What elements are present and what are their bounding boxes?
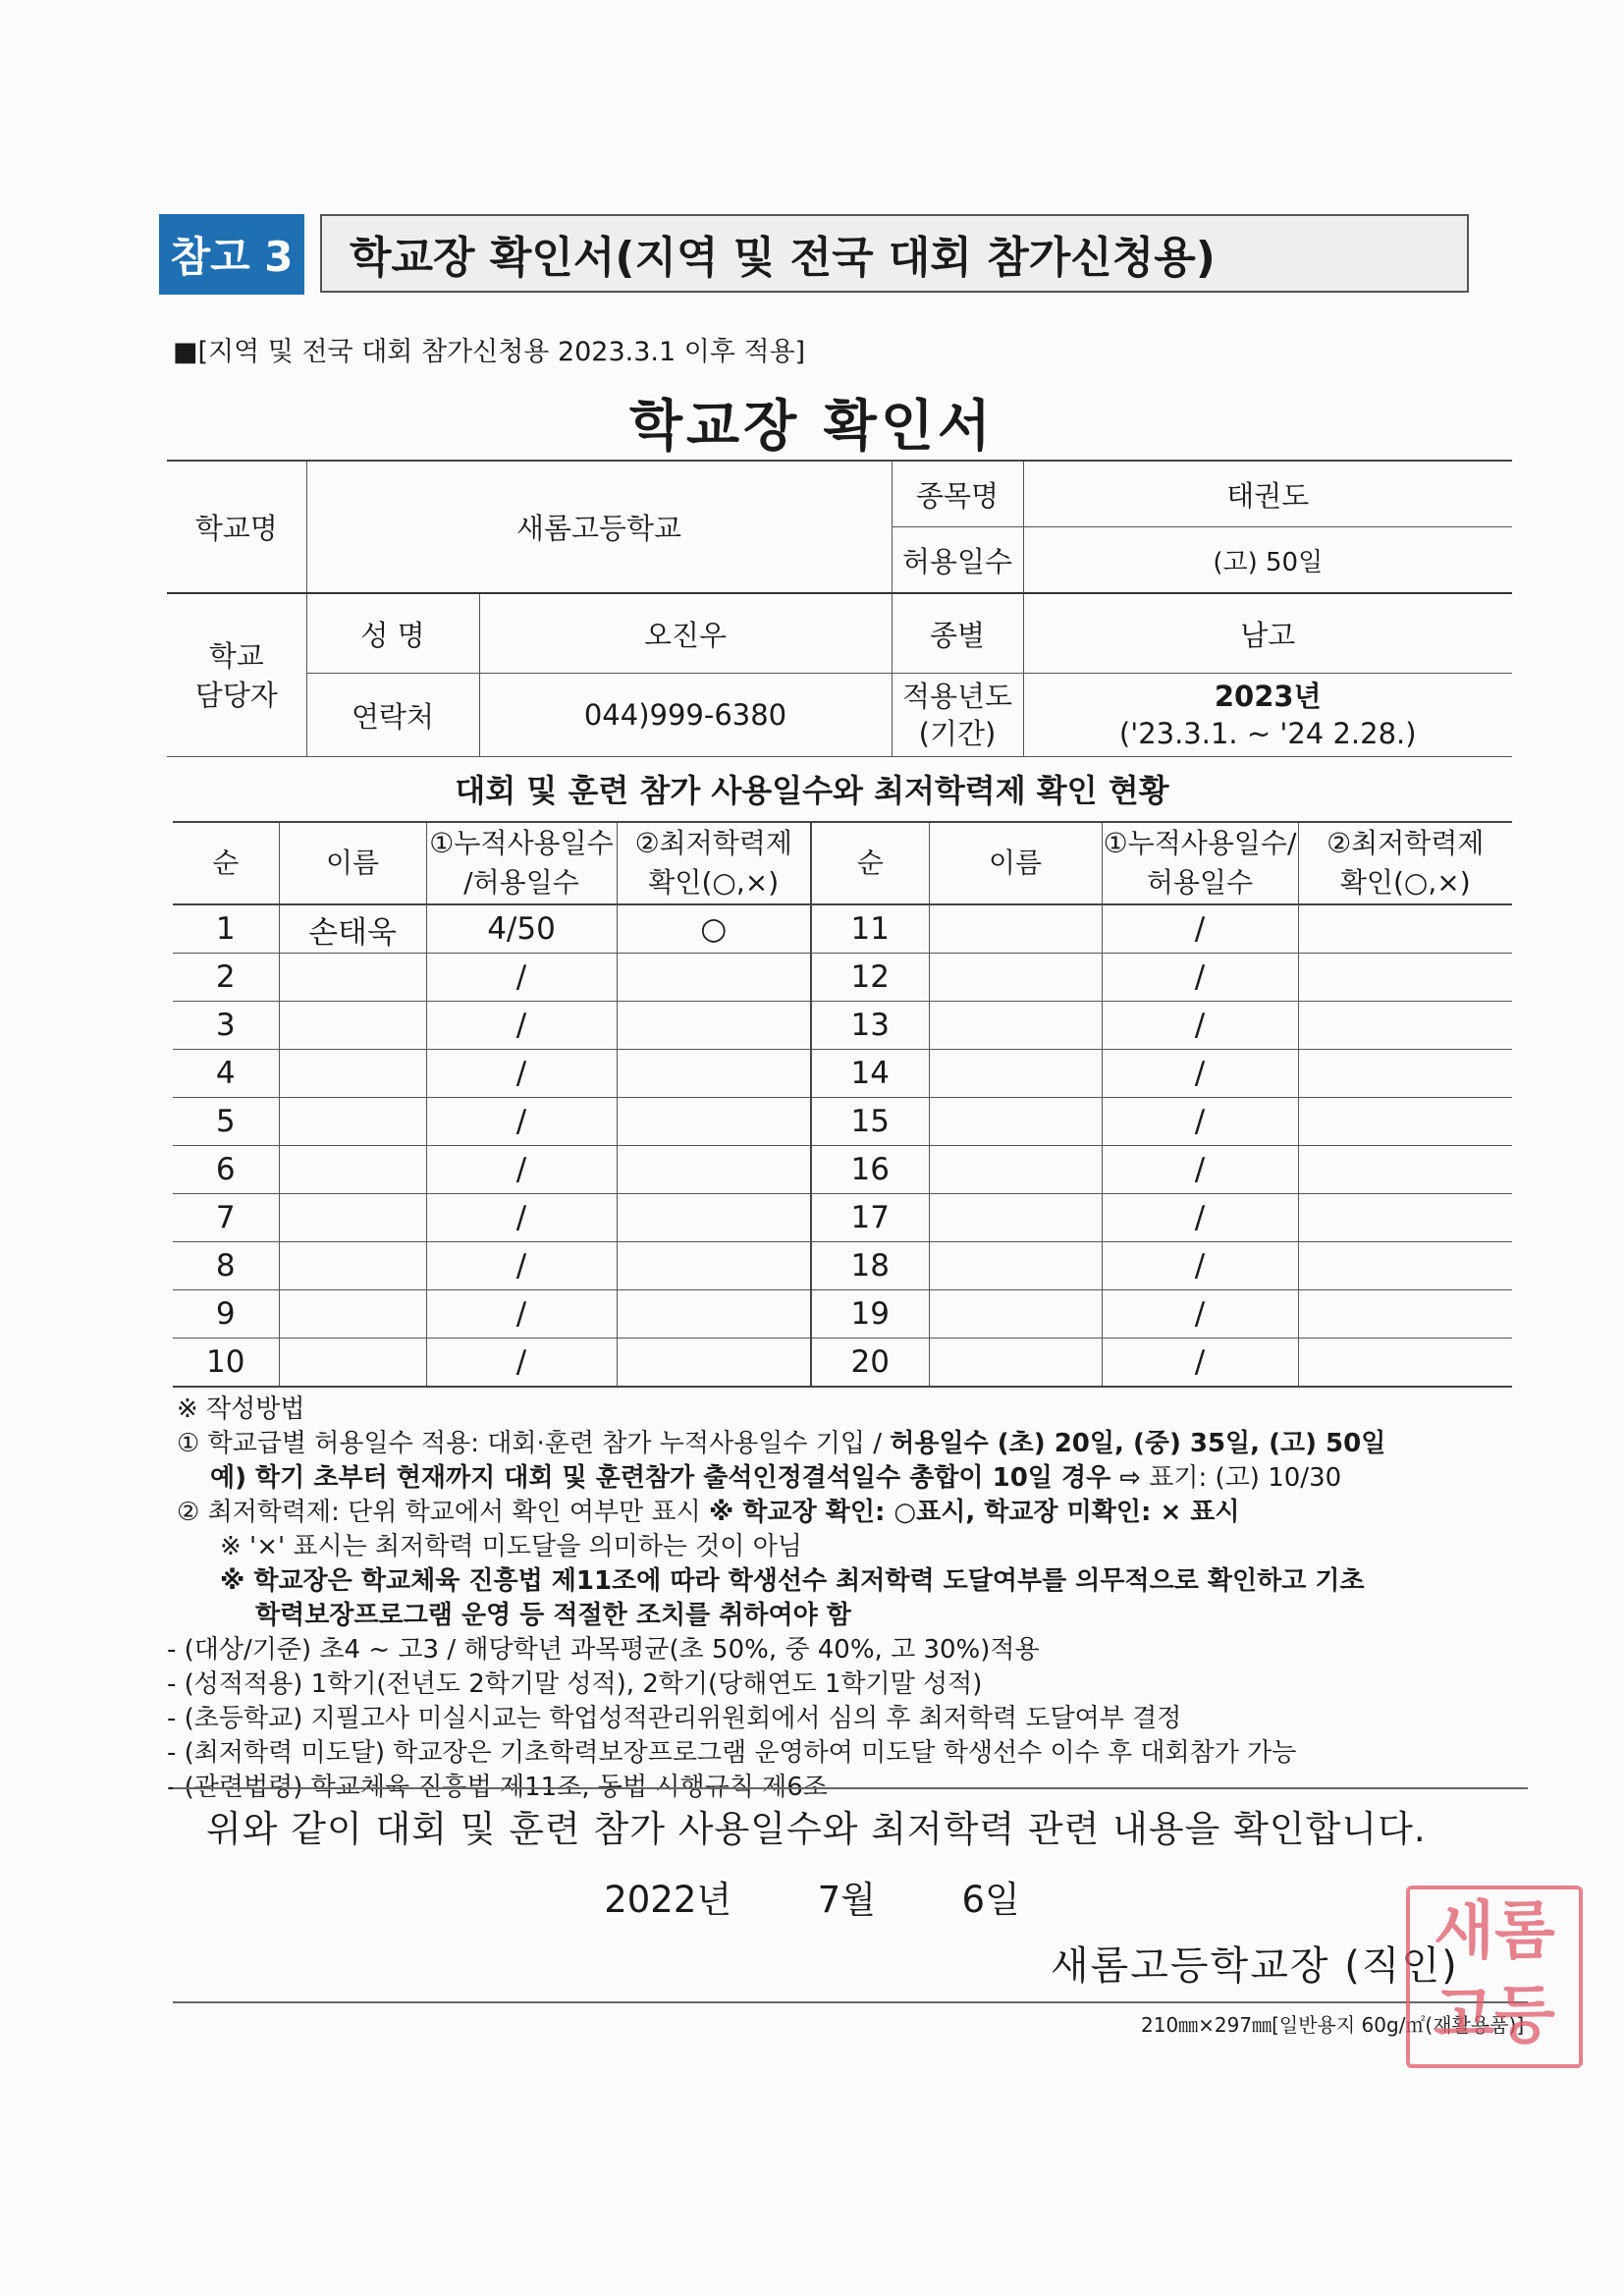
academic-check	[617, 1194, 811, 1242]
days-used: /	[1102, 1050, 1298, 1098]
days-used: /	[1102, 1098, 1298, 1146]
academic-check	[1298, 1050, 1512, 1098]
academic-check	[1298, 904, 1512, 954]
row-number: 11	[811, 904, 929, 954]
student-name	[929, 904, 1102, 954]
grid-row	[173, 1002, 1512, 1050]
student-name	[279, 1290, 426, 1339]
instructions	[167, 1393, 1532, 1805]
allowed-days-label: 허용일수	[892, 527, 1023, 594]
sport-value: 태권도	[1023, 461, 1512, 527]
name-value: 오진우	[479, 593, 892, 674]
category-label: 종별	[892, 593, 1023, 674]
form-heading: 학교장 확인서(지역 및 전국 대회 참가신청용)	[320, 214, 1469, 293]
instruction-2-bold: ※ 학교장 확인: ○표시, 학교장 미확인: × 표시	[709, 1498, 1240, 1527]
academic-check	[617, 1098, 811, 1146]
signer: 새롬고등학교장 (직인)	[1051, 1943, 1459, 1989]
days-used: 4/50	[426, 904, 617, 954]
row-number: 18	[811, 1242, 929, 1290]
grid-row	[173, 1290, 1512, 1339]
grid-header-4: 순	[811, 822, 929, 904]
row-number: 5	[173, 1098, 279, 1146]
student-name	[929, 1194, 1102, 1242]
row-number: 16	[811, 1146, 929, 1194]
academic-check	[1298, 1290, 1512, 1339]
days-used: /	[1102, 954, 1298, 1002]
row-number: 7	[173, 1194, 279, 1242]
student-name	[279, 954, 426, 1002]
date-day: 6일	[961, 1879, 1020, 1921]
instruction-2-duty: ※ 학교장은 학교체육 진흥법 제11조에 따라 학생선수 최저학력 도달여부를 의무적으로 확인하고 기초	[220, 1566, 1365, 1596]
academic-check	[617, 1339, 811, 1388]
student-name: 손태욱	[279, 904, 426, 954]
grid-header-5: 이름	[929, 822, 1102, 904]
grid-row	[173, 1050, 1512, 1098]
instruction-1-text: ① 학교급별 허용일수 적용: 대회·훈련 참가 누적사용일수 기입 /	[177, 1429, 891, 1458]
instructions-title: ※ 작성방법	[177, 1394, 305, 1424]
days-used: /	[426, 1146, 617, 1194]
date-month: 7월	[817, 1879, 876, 1921]
row-number: 17	[811, 1194, 929, 1242]
row-number: 14	[811, 1050, 929, 1098]
grid-row	[173, 904, 1512, 954]
academic-check	[1298, 1194, 1512, 1242]
sport-label: 종목명	[892, 461, 1023, 527]
row-number: 9	[173, 1290, 279, 1339]
academic-check	[617, 1050, 811, 1098]
instruction-2-text: ② 최저학력제: 단위 학교에서 확인 여부만 표시	[177, 1498, 710, 1527]
instruction-1	[177, 1427, 1532, 1461]
days-used: /	[1102, 1242, 1298, 1290]
paper-spec: 210㎜×297㎜[일반용지 60g/㎡(재활용품)]	[1141, 2013, 1525, 2037]
name-label: 성 명	[306, 593, 479, 674]
confirmation-statement: 위와 같이 대회 및 훈련 참가 사용일수와 최저학력 관련 내용을 확인합니다.	[206, 1808, 1427, 1850]
student-name	[279, 1002, 426, 1050]
student-name	[929, 1290, 1102, 1339]
grid-row	[173, 1339, 1512, 1388]
days-used: /	[426, 1339, 617, 1388]
student-name	[279, 1242, 426, 1290]
divider	[173, 1787, 1528, 1789]
days-used: /	[426, 1098, 617, 1146]
allowed-days-value: (고) 50일	[1023, 527, 1512, 594]
row-number: 6	[173, 1146, 279, 1194]
year-value: 2023년	[1214, 680, 1322, 713]
academic-check	[617, 1242, 811, 1290]
official-seal-stamp: 새롬 고등	[1406, 1886, 1583, 2068]
participation-grid	[173, 821, 1512, 1388]
days-used: /	[426, 1194, 617, 1242]
instruction-not-reached: - (최저학력 미도달) 학교장은 기초학력보장프로그램 운영하여 미도달 학생선수 이수 후 대회참가 가능	[167, 1738, 1297, 1768]
grid-row	[173, 954, 1512, 1002]
date-year: 2022년	[604, 1879, 732, 1921]
academic-check	[1298, 1002, 1512, 1050]
days-used: /	[426, 1242, 617, 1290]
row-number: 15	[811, 1098, 929, 1146]
student-name	[929, 954, 1102, 1002]
applicability-note: ■[지역 및 전국 대회 참가신청용 2023.3.1 이후 적용]	[173, 337, 806, 367]
school-info-table	[167, 460, 1512, 757]
instruction-elementary: - (초등학교) 지필고사 미실시교는 학업성적관리위원회에서 심의 후 최저학력 도달여부 결정	[167, 1704, 1182, 1733]
student-name	[929, 1339, 1102, 1388]
academic-check	[617, 1146, 811, 1194]
row-number: 3	[173, 1002, 279, 1050]
row-number: 10	[173, 1339, 279, 1388]
row-number: 13	[811, 1002, 929, 1050]
document-title: 학교장 확인서	[628, 395, 996, 459]
grid-row	[173, 1146, 1512, 1194]
days-used: /	[1102, 1339, 1298, 1388]
grid-row	[173, 1098, 1512, 1146]
instruction-1-bold: 허용일수 (초) 20일, (중) 35일, (고) 50일	[890, 1429, 1386, 1458]
row-number: 19	[811, 1290, 929, 1339]
academic-check	[1298, 954, 1512, 1002]
instruction-2-duty-cont: 학력보장프로그램 운영 등 적절한 조치를 취하여야 함	[255, 1601, 851, 1630]
category-value: 남고	[1023, 593, 1512, 674]
student-name	[929, 1242, 1102, 1290]
student-name	[929, 1050, 1102, 1098]
student-name	[279, 1146, 426, 1194]
days-used: /	[1102, 1194, 1298, 1242]
year-cell	[1023, 674, 1512, 757]
school-value: 새롬고등학교	[306, 461, 892, 593]
academic-check	[1298, 1339, 1512, 1388]
student-name	[279, 1098, 426, 1146]
manager-label: 학교 담당자	[167, 593, 306, 757]
reference-tag: 참고 3	[159, 214, 304, 295]
year-label: 적용년도 (기간)	[892, 674, 1023, 757]
student-name	[929, 1146, 1102, 1194]
days-used: /	[1102, 904, 1298, 954]
grid-header-6: ①누적사용일수/ 허용일수	[1102, 822, 1298, 904]
academic-check	[617, 1002, 811, 1050]
year-period: ('23.3.1. ~ '24 2.28.)	[1118, 717, 1417, 750]
row-number: 8	[173, 1242, 279, 1290]
days-used: /	[426, 1290, 617, 1339]
grid-header-1: 이름	[279, 822, 426, 904]
academic-check	[1298, 1242, 1512, 1290]
instruction-target: - (대상/기준) 초4 ~ 고3 / 해당학년 과목평균(초 50%, 중 40%, 고 30%)적용	[167, 1635, 1040, 1665]
grid-header-0: 순	[173, 822, 279, 904]
grid-header-3: ②최저학력제 확인(○,×)	[617, 822, 811, 904]
instruction-1-example-text: 예) 학기 초부터 현재까지 대회 및 훈련참가 출석인정결석일수 총합이 10일 경우 ⇨	[210, 1463, 1142, 1493]
contact-label: 연락처	[306, 674, 479, 757]
issue-date	[0, 1870, 1624, 1923]
days-used: /	[1102, 1290, 1298, 1339]
days-used: /	[1102, 1002, 1298, 1050]
academic-check	[617, 1290, 811, 1339]
student-name	[929, 1002, 1102, 1050]
contact-value: 044)999-6380	[479, 674, 892, 757]
grid-header-2: ①누적사용일수 /허용일수	[426, 822, 617, 904]
row-number: 1	[173, 904, 279, 954]
instruction-2	[177, 1496, 1532, 1530]
status-section-title: 대회 및 훈련 참가 사용일수와 최저학력제 확인 현황	[455, 772, 1169, 809]
row-number: 20	[811, 1339, 929, 1388]
student-name	[929, 1098, 1102, 1146]
academic-check	[1298, 1098, 1512, 1146]
school-label: 학교명	[167, 461, 306, 593]
days-used: /	[426, 1050, 617, 1098]
student-name	[279, 1050, 426, 1098]
academic-check	[1298, 1146, 1512, 1194]
days-used: /	[426, 954, 617, 1002]
academic-check: ○	[617, 904, 811, 954]
instruction-1-example	[177, 1461, 1532, 1496]
bottom-divider	[173, 2001, 1528, 2003]
days-used: /	[1102, 1146, 1298, 1194]
student-name	[279, 1339, 426, 1388]
row-number: 12	[811, 954, 929, 1002]
grid-row	[173, 1242, 1512, 1290]
row-number: 4	[173, 1050, 279, 1098]
row-number: 2	[173, 954, 279, 1002]
instruction-grades: - (성적적용) 1학기(전년도 2학기말 성적), 2학기(당해연도 1학기말 성적)	[167, 1669, 983, 1699]
student-name	[279, 1194, 426, 1242]
grid-header-7: ②최저학력제 확인(○,×)	[1298, 822, 1512, 904]
grid-row	[173, 1194, 1512, 1242]
instruction-2-note: ※ '×' 표시는 최저학력 미도달을 의미하는 것이 아님	[220, 1532, 802, 1561]
days-used: /	[426, 1002, 617, 1050]
instruction-laws: - (관련법령) 학교체육 진흥법 제11조, 동법 시행규칙 제6조	[167, 1773, 828, 1802]
academic-check	[617, 954, 811, 1002]
instruction-1-example-notation: 표기: (고) 10/30	[1141, 1463, 1342, 1493]
